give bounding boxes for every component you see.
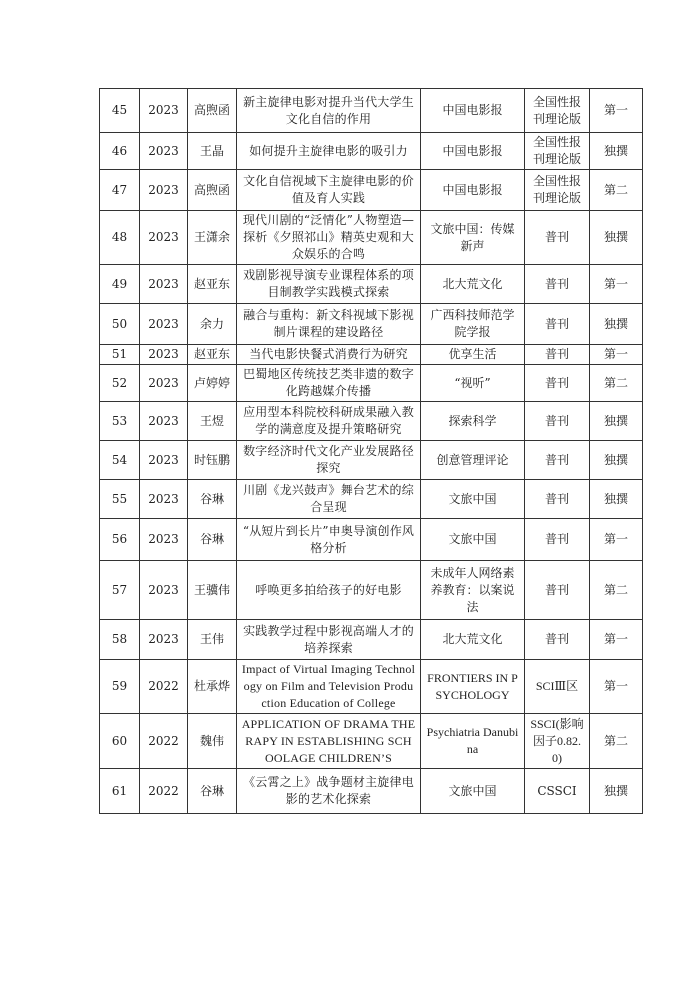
row-level: 普刊 bbox=[525, 620, 590, 660]
row-level: 普刊 bbox=[525, 561, 590, 620]
row-level: 普刊 bbox=[525, 304, 590, 345]
row-author: 谷琳 bbox=[188, 769, 237, 814]
row-author: 王骥伟 bbox=[188, 561, 237, 620]
row-rank: 独撰 bbox=[590, 441, 643, 480]
row-title: 戏剧影视导演专业课程体系的项目制教学实践模式探索 bbox=[237, 265, 421, 304]
table-row bbox=[100, 561, 643, 620]
row-author: 王煜 bbox=[188, 402, 237, 441]
row-rank: 第一 bbox=[590, 89, 643, 133]
table-row bbox=[100, 769, 643, 814]
row-author: 赵亚东 bbox=[188, 345, 237, 365]
row-level: 全国性报刊理论版 bbox=[525, 133, 590, 170]
row-number: 58 bbox=[100, 620, 140, 660]
row-rank: 第二 bbox=[590, 714, 643, 769]
row-number: 59 bbox=[100, 660, 140, 714]
row-level: 全国性报刊理论版 bbox=[525, 89, 590, 133]
row-year: 2023 bbox=[140, 170, 188, 211]
row-title: 巴蜀地区传统技艺类非遗的数字化跨越媒介传播 bbox=[237, 365, 421, 402]
row-author: 卢婷婷 bbox=[188, 365, 237, 402]
publications-table bbox=[99, 88, 643, 814]
row-rank: 独撰 bbox=[590, 480, 643, 519]
row-number: 47 bbox=[100, 170, 140, 211]
row-level: 普刊 bbox=[525, 365, 590, 402]
row-level: 普刊 bbox=[525, 402, 590, 441]
row-source: 未成年人网络素养教育：以案说法 bbox=[421, 561, 525, 620]
table-row bbox=[100, 133, 643, 170]
row-title: 新主旋律电影对提升当代大学生文化自信的作用 bbox=[237, 89, 421, 133]
table-row bbox=[100, 714, 643, 769]
table-row bbox=[100, 89, 643, 133]
row-year: 2023 bbox=[140, 620, 188, 660]
row-title: 文化自信视域下主旋律电影的价值及育人实践 bbox=[237, 170, 421, 211]
row-title: 实践教学过程中影视高端人才的培养探索 bbox=[237, 620, 421, 660]
table-row bbox=[100, 620, 643, 660]
row-year: 2023 bbox=[140, 133, 188, 170]
table-row bbox=[100, 402, 643, 441]
row-year: 2023 bbox=[140, 265, 188, 304]
row-year: 2023 bbox=[140, 304, 188, 345]
row-title: 应用型本科院校科研成果融入教学的满意度及提升策略研究 bbox=[237, 402, 421, 441]
row-year: 2022 bbox=[140, 660, 188, 714]
row-source: 中国电影报 bbox=[421, 170, 525, 211]
row-number: 57 bbox=[100, 561, 140, 620]
row-year: 2023 bbox=[140, 519, 188, 561]
row-rank: 第二 bbox=[590, 561, 643, 620]
table-row bbox=[100, 345, 643, 365]
row-title: 当代电影快餐式消费行为研究 bbox=[237, 345, 421, 365]
table-row bbox=[100, 211, 643, 265]
row-year: 2023 bbox=[140, 402, 188, 441]
row-number: 46 bbox=[100, 133, 140, 170]
row-author: 谷琳 bbox=[188, 519, 237, 561]
row-year: 2023 bbox=[140, 345, 188, 365]
row-author: 王晶 bbox=[188, 133, 237, 170]
row-source: 北大荒文化 bbox=[421, 265, 525, 304]
row-number: 48 bbox=[100, 211, 140, 265]
row-title: “从短片到长片”申奥导演创作风格分析 bbox=[237, 519, 421, 561]
row-number: 50 bbox=[100, 304, 140, 345]
row-rank: 第一 bbox=[590, 519, 643, 561]
table-row bbox=[100, 660, 643, 714]
row-level: 普刊 bbox=[525, 211, 590, 265]
row-level: 全国性报刊理论版 bbox=[525, 170, 590, 211]
row-source: “视听” bbox=[421, 365, 525, 402]
row-number: 51 bbox=[100, 345, 140, 365]
row-author: 魏伟 bbox=[188, 714, 237, 769]
row-year: 2023 bbox=[140, 561, 188, 620]
row-source: 探索科学 bbox=[421, 402, 525, 441]
table-row bbox=[100, 170, 643, 211]
table-row bbox=[100, 304, 643, 345]
row-rank: 独撰 bbox=[590, 304, 643, 345]
row-author: 杜承烨 bbox=[188, 660, 237, 714]
row-author: 时钰鹏 bbox=[188, 441, 237, 480]
row-number: 49 bbox=[100, 265, 140, 304]
row-author: 高煦函 bbox=[188, 170, 237, 211]
row-rank: 第一 bbox=[590, 660, 643, 714]
row-title: 融合与重构：新文科视域下影视制片课程的建设路径 bbox=[237, 304, 421, 345]
row-number: 54 bbox=[100, 441, 140, 480]
row-source: 中国电影报 bbox=[421, 133, 525, 170]
table-body bbox=[100, 89, 643, 814]
row-level: 普刊 bbox=[525, 345, 590, 365]
row-rank: 第一 bbox=[590, 265, 643, 304]
row-rank: 独撰 bbox=[590, 211, 643, 265]
row-year: 2023 bbox=[140, 480, 188, 519]
row-source: FRONTIERS IN PSYCHOLOGY bbox=[421, 660, 525, 714]
row-year: 2022 bbox=[140, 714, 188, 769]
row-rank: 独撰 bbox=[590, 402, 643, 441]
row-rank: 独撰 bbox=[590, 769, 643, 814]
row-source: 创意管理评论 bbox=[421, 441, 525, 480]
row-source: 文旅中国 bbox=[421, 769, 525, 814]
row-title: APPLICATION OF DRAMA THERAPY IN ESTABLISHING SCHOOLAGE CHILDREN’S bbox=[237, 714, 421, 769]
row-year: 2022 bbox=[140, 769, 188, 814]
row-author: 余力 bbox=[188, 304, 237, 345]
row-title: 呼唤更多拍给孩子的好电影 bbox=[237, 561, 421, 620]
row-title: 如何提升主旋律电影的吸引力 bbox=[237, 133, 421, 170]
row-source: 优享生活 bbox=[421, 345, 525, 365]
row-level: SCIⅢ区 bbox=[525, 660, 590, 714]
row-title: 现代川剧的“泛情化”人物塑造—探析《夕照祁山》精英史观和大众娱乐的合鸣 bbox=[237, 211, 421, 265]
row-source: 北大荒文化 bbox=[421, 620, 525, 660]
row-level: 普刊 bbox=[525, 480, 590, 519]
row-level: CSSCI bbox=[525, 769, 590, 814]
row-number: 56 bbox=[100, 519, 140, 561]
row-number: 45 bbox=[100, 89, 140, 133]
row-number: 52 bbox=[100, 365, 140, 402]
row-rank: 第二 bbox=[590, 170, 643, 211]
row-year: 2023 bbox=[140, 211, 188, 265]
row-source: 中国电影报 bbox=[421, 89, 525, 133]
row-rank: 第二 bbox=[590, 365, 643, 402]
row-author: 谷琳 bbox=[188, 480, 237, 519]
table-row bbox=[100, 441, 643, 480]
row-title: Impact of Virtual Imaging Technology on Film and Television Production Education of College bbox=[237, 660, 421, 714]
row-source: 文旅中国 bbox=[421, 519, 525, 561]
row-year: 2023 bbox=[140, 441, 188, 480]
row-title: 川剧《龙兴鼓声》舞台艺术的综合呈现 bbox=[237, 480, 421, 519]
row-number: 60 bbox=[100, 714, 140, 769]
row-level: 普刊 bbox=[525, 265, 590, 304]
row-level: SSCI(影响因子0.82.0) bbox=[525, 714, 590, 769]
row-author: 赵亚东 bbox=[188, 265, 237, 304]
row-year: 2023 bbox=[140, 365, 188, 402]
row-number: 61 bbox=[100, 769, 140, 814]
table-row bbox=[100, 265, 643, 304]
table-row bbox=[100, 365, 643, 402]
row-source: 文旅中国：传媒新声 bbox=[421, 211, 525, 265]
row-author: 王伟 bbox=[188, 620, 237, 660]
row-title: 数字经济时代文化产业发展路径探究 bbox=[237, 441, 421, 480]
row-number: 55 bbox=[100, 480, 140, 519]
row-rank: 第一 bbox=[590, 620, 643, 660]
row-source: Psychiatria Danubina bbox=[421, 714, 525, 769]
row-number: 53 bbox=[100, 402, 140, 441]
row-rank: 第一 bbox=[590, 345, 643, 365]
row-source: 广西科技师范学院学报 bbox=[421, 304, 525, 345]
row-level: 普刊 bbox=[525, 519, 590, 561]
row-year: 2023 bbox=[140, 89, 188, 133]
row-author: 王潇余 bbox=[188, 211, 237, 265]
row-author: 高煦函 bbox=[188, 89, 237, 133]
row-title: 《云霄之上》战争题材主旋律电影的艺术化探索 bbox=[237, 769, 421, 814]
table-row bbox=[100, 519, 643, 561]
row-level: 普刊 bbox=[525, 441, 590, 480]
row-rank: 独撰 bbox=[590, 133, 643, 170]
row-source: 文旅中国 bbox=[421, 480, 525, 519]
table-row bbox=[100, 480, 643, 519]
